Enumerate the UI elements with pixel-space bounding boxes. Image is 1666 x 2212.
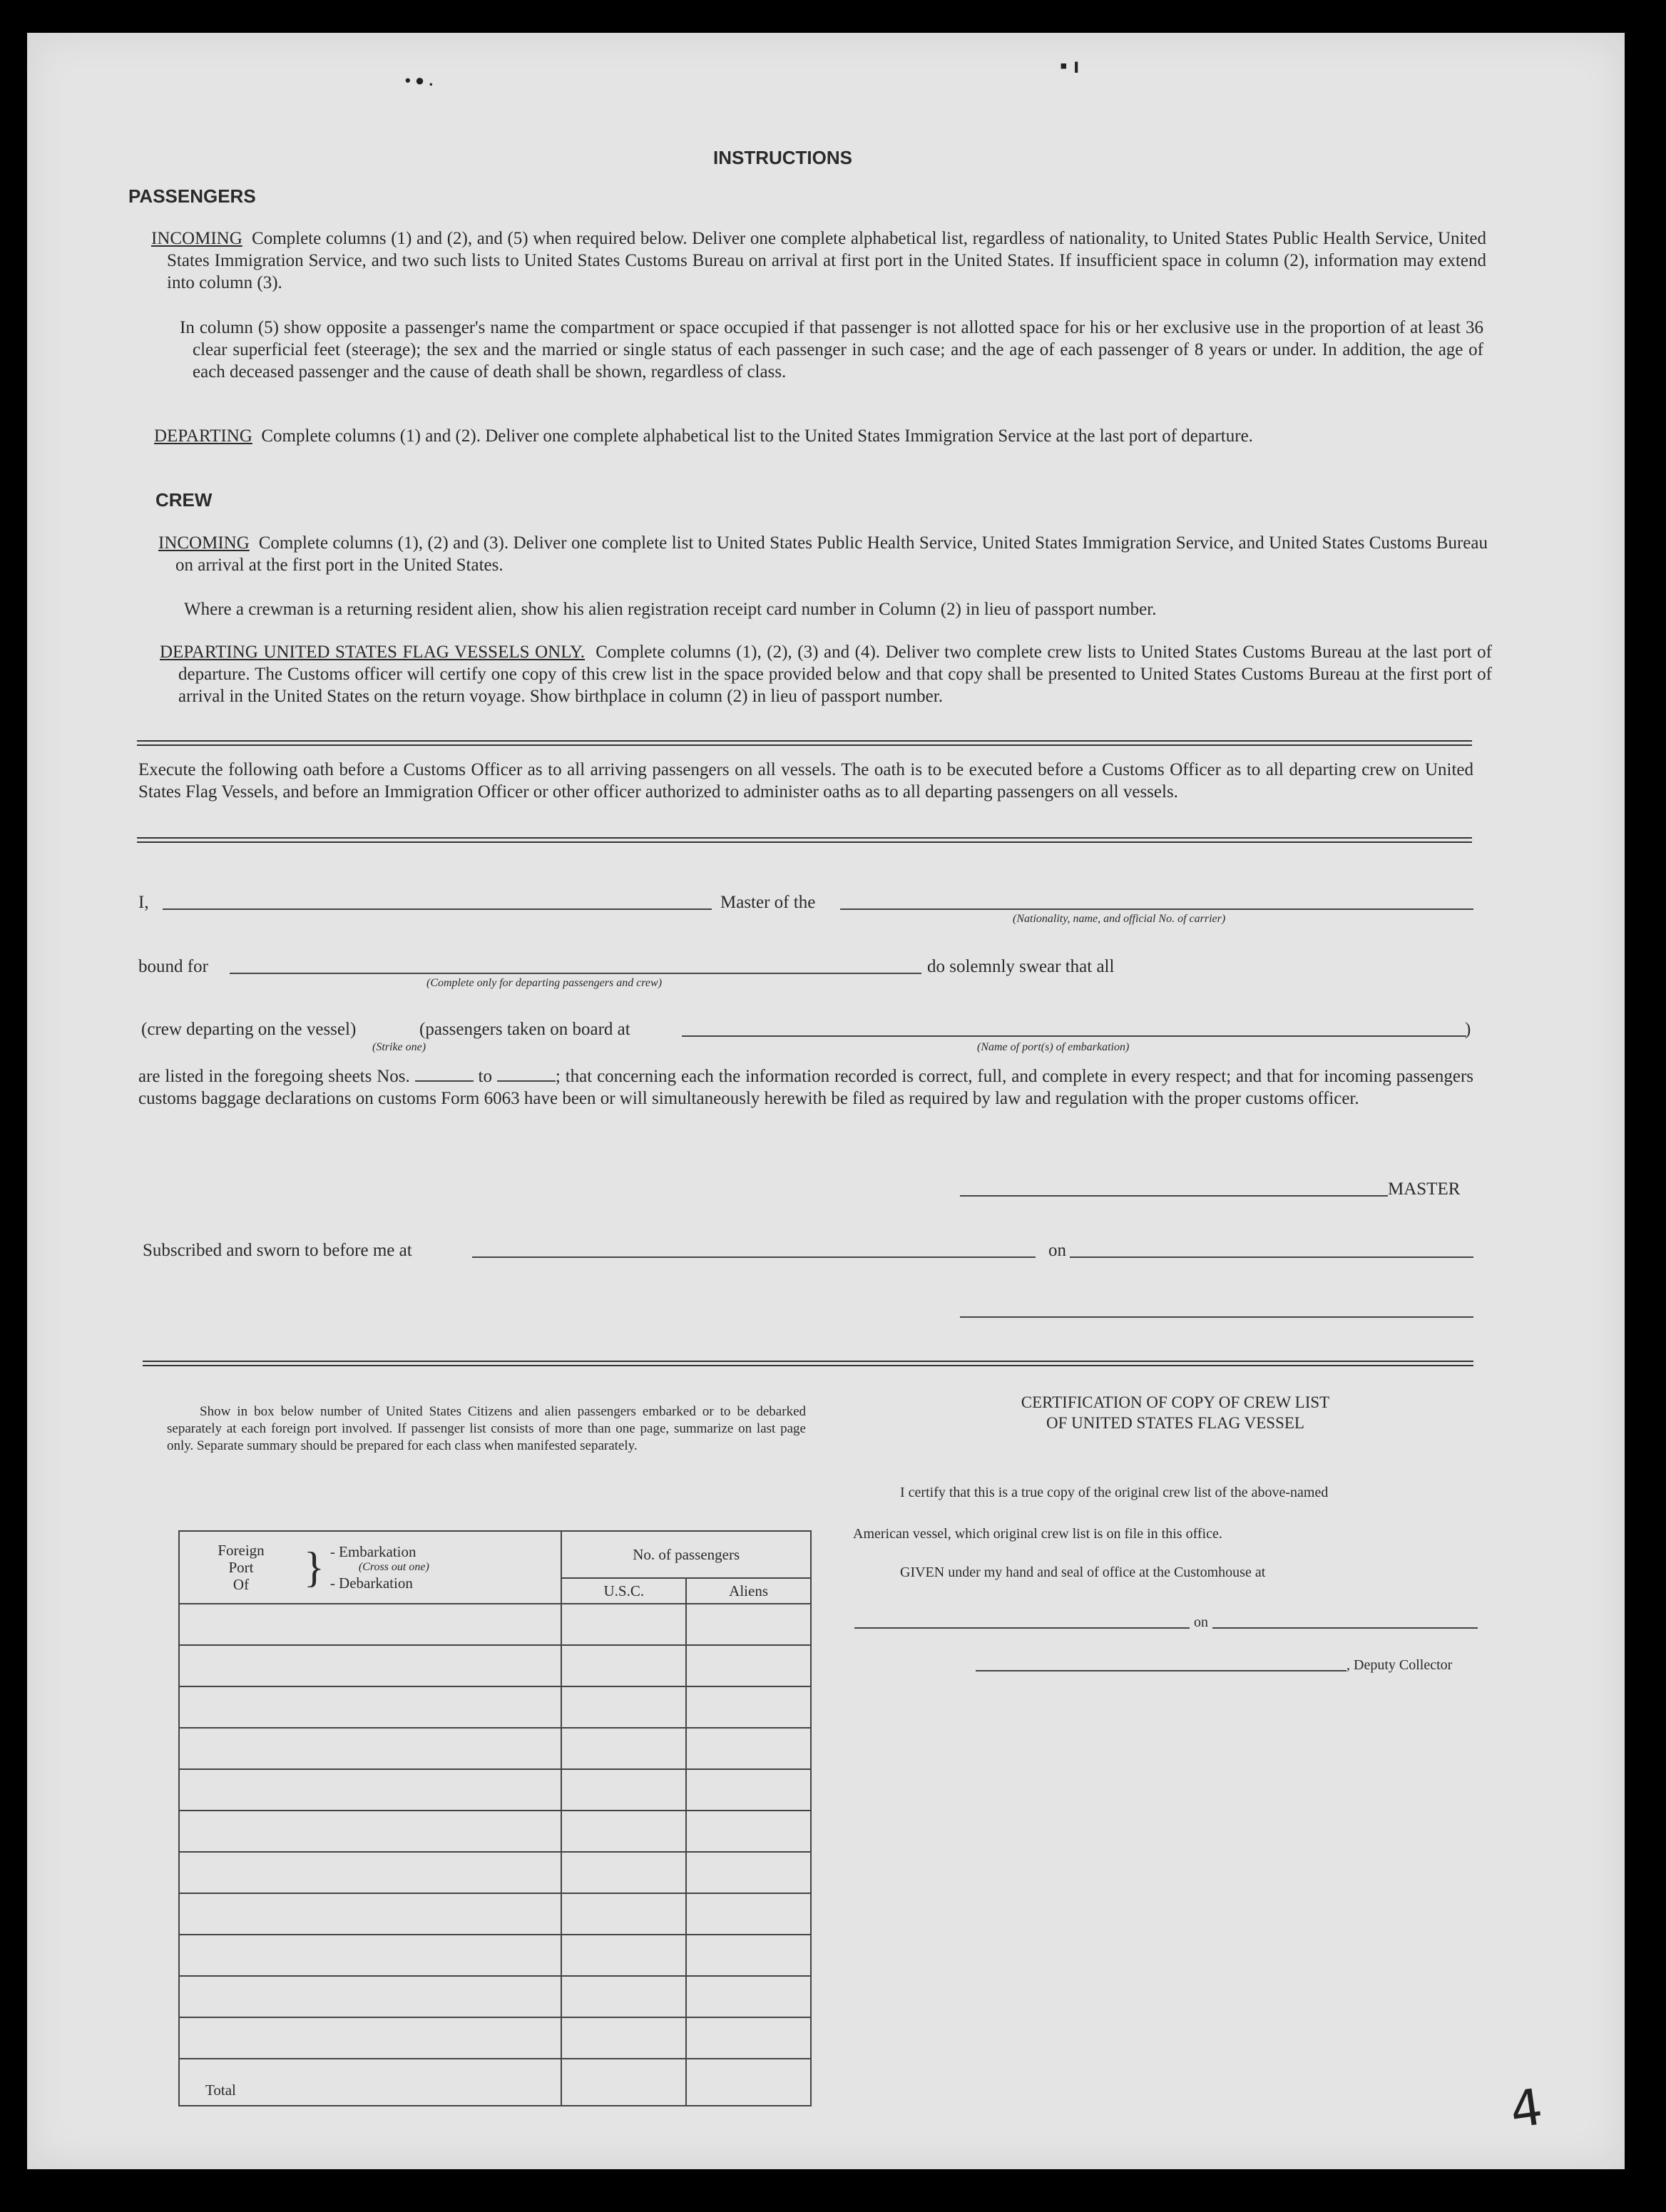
strike-one-caption: (Strike one): [372, 1041, 426, 1053]
ports-caption: (Name of port(s) of embarkation): [977, 1041, 1130, 1053]
subscribed-label: Subscribed and sworn to before me at: [143, 1241, 412, 1260]
cross-out-label: (Cross out one): [358, 1561, 429, 1573]
summary-instructions: Show in box below number of United States Citizens and alien passengers embarked or to be debarked separately at each foreign port involved. If passenger list consists of more than one page, summarize on last page only. Separate summary should be prepared for each class when manifested separately.: [167, 1404, 806, 1453]
swear-text: do solemnly swear that all: [927, 957, 1115, 976]
scan-speck: • ● .: [405, 71, 434, 89]
scan-speck: ▪ ı: [1060, 54, 1080, 78]
bound-for-caption: (Complete only for departing passengers and crew): [426, 977, 663, 989]
total-row: [179, 2059, 811, 2106]
bound-for-field[interactable]: [230, 973, 921, 974]
certify-line1: I certify that this is a true copy of the original crew list of the above-named: [900, 1485, 1329, 1500]
total-label: Total: [179, 2059, 561, 2106]
debarkation-label: - Debarkation: [329, 1574, 413, 1592]
table-row: [179, 1811, 811, 1852]
page-title: INSTRUCTIONS: [713, 147, 852, 168]
master-of-the-label: Master of the: [720, 893, 816, 912]
sworn-place-field[interactable]: [472, 1256, 1036, 1258]
port-cell[interactable]: [179, 1893, 561, 1935]
passengers-incoming-text: Complete columns (1) and (2), and (5) when required below. Deliver one complete alphabetical list, regardless of nationality, to United States Public Health Service, United States Immigration Service, and two such lists to United States Customs Bureau on arrival at first port in the United States. If insufficient space in column (2), information may extend into column (3).: [167, 229, 1487, 292]
crew-departing-paragraph: [160, 641, 1492, 707]
usc-cell[interactable]: [561, 1769, 686, 1811]
sheet-to-field[interactable]: [497, 1080, 556, 1082]
table-row: [179, 1976, 811, 2017]
certify-line2: American vessel, which original crew list is on file in this office.: [853, 1526, 1222, 1542]
column5-paragraph: In column (5) show opposite a passenger's name the compartment or space occupied if that passenger is not allotted space for his or her exclusive use in the proportion of at least 36 clear superficial feet (steerage); the sex and the married or single status of each passenger in such case; and the age of each passenger of 8 years or under. In addition, the age of each deceased passenger and the cause of death shall be shown, regardless of class.: [180, 318, 1483, 382]
usc-cell[interactable]: [561, 1852, 686, 1893]
port-cell[interactable]: [179, 1604, 561, 1645]
master-name-field[interactable]: [163, 908, 712, 910]
page-number-mark: 4: [1506, 2077, 1547, 2140]
aliens-cell[interactable]: [686, 2017, 811, 2059]
usc-cell[interactable]: [561, 1728, 686, 1769]
usc-cell[interactable]: [561, 1604, 686, 1645]
given-text: GIVEN under my hand and seal of office at the Customhouse at: [900, 1565, 1266, 1580]
sheet-from-field[interactable]: [415, 1080, 474, 1082]
crewman-paragraph: Where a crewman is a returning resident alien, show his alien registration receipt card number in Column (2) in lieu of passport number.: [184, 600, 1157, 619]
no-of-passengers-header: No. of passengers: [561, 1531, 811, 1578]
table-row: [179, 1935, 811, 1976]
usc-cell[interactable]: [561, 1645, 686, 1686]
passenger-summary-table: [178, 1530, 812, 2106]
usc-cell[interactable]: [561, 1976, 686, 2017]
usc-cell[interactable]: [561, 1686, 686, 1728]
officer-signature-field[interactable]: [960, 1316, 1473, 1318]
port-cell[interactable]: [179, 1811, 561, 1852]
section-divider: [137, 837, 1472, 843]
aliens-cell[interactable]: [686, 1728, 811, 1769]
aliens-cell[interactable]: [686, 1893, 811, 1935]
aliens-cell[interactable]: [686, 1811, 811, 1852]
listed-sheets-paragraph: [138, 1065, 1473, 1110]
foreign-label: Foreign: [218, 1542, 265, 1559]
passengers-departing-paragraph: [154, 425, 1488, 447]
certification-title: [847, 1392, 1503, 1433]
table-row: [179, 1852, 811, 1893]
deputy-label: , Deputy Collector: [1346, 1657, 1453, 1673]
aliens-cell[interactable]: [686, 1852, 811, 1893]
foreign-port-of: [184, 1542, 298, 1593]
usc-cell[interactable]: [561, 1893, 686, 1935]
crew-departing-text: Complete columns (1), (2), (3) and (4). Deliver two complete crew lists to United States Customs Bureau at the last port of departure. The Customs officer will certify one copy of this crew list in the space provided below and that copy shall be presented to United States Customs Bureau at the first port of arrival in the United States on the return voyage. Show birthplace in column (2) in lieu of passport number.: [178, 642, 1492, 706]
passengers-heading: PASSENGERS: [128, 185, 256, 207]
port-label: Port: [228, 1559, 254, 1576]
crew-incoming-paragraph: [158, 532, 1488, 576]
table-row: [179, 1604, 811, 1645]
table-row: [179, 1769, 811, 1811]
sworn-date-field[interactable]: [1070, 1256, 1473, 1258]
aliens-cell[interactable]: [686, 1686, 811, 1728]
document-page: [27, 33, 1625, 2169]
embarkation-label: - Embarkation: [329, 1543, 416, 1560]
deputy-signature-field[interactable]: [976, 1670, 1346, 1671]
port-cell[interactable]: [179, 1686, 561, 1728]
port-cell[interactable]: [179, 2017, 561, 2059]
port-cell[interactable]: [179, 1645, 561, 1686]
listed-sheets-to: to: [478, 1067, 492, 1086]
passengers-incoming-paragraph: [151, 227, 1486, 294]
table-row: [179, 1893, 811, 1935]
port-cell[interactable]: [179, 1769, 561, 1811]
certification-title-line2: OF UNITED STATES FLAG VESSEL: [1046, 1414, 1304, 1432]
listed-sheets-b: ; that concerning each the information recorded is correct, full, and complete in every respect; and that for incoming passengers customs baggage declarations on customs Form 6063 have been or will simultaneously herewith be filed as required by law and regulation with the proper customs officer.: [138, 1067, 1474, 1108]
table-row: [179, 1686, 811, 1728]
port-header-cell: [179, 1531, 561, 1604]
port-cell[interactable]: [179, 1852, 561, 1893]
aliens-cell[interactable]: [686, 1935, 811, 1976]
brace-icon: }: [304, 1544, 324, 1591]
crew-incoming-text: Complete columns (1), (2) and (3). Deliver one complete list to United States Public Health Service, United States Immigration Service, and United States Customs Bureau on arrival at the first port in the United States.: [175, 533, 1488, 575]
aliens-total-cell[interactable]: [686, 2059, 811, 2106]
port-cell[interactable]: [179, 1935, 561, 1976]
carrier-caption: (Nationality, name, and official No. of carrier): [1013, 913, 1226, 925]
oath-intro: Execute the following oath before a Customs Officer as to all arriving passengers on all vessels. The oath is to be executed before a Customs Officer as to all departing crew on United States Flag Vessels, and before an Immigration Officer or other officer authorized to administer oaths as to all departing passengers on all vessels.: [138, 760, 1473, 802]
certification-title-line1: CERTIFICATION OF COPY OF CREW LIST: [1021, 1393, 1330, 1411]
crew-heading: CREW: [155, 489, 213, 511]
crew-incoming-label: INCOMING: [158, 533, 250, 553]
carrier-field[interactable]: [840, 908, 1473, 910]
of-label: Of: [232, 1576, 250, 1593]
close-paren: ): [1465, 1020, 1471, 1039]
master-signature-field[interactable]: [960, 1195, 1388, 1197]
embarkation-ports-field[interactable]: [682, 1035, 1466, 1037]
usc-cell[interactable]: [561, 1811, 686, 1852]
port-cell[interactable]: [179, 1976, 561, 2017]
sworn-on-label: on: [1048, 1241, 1066, 1260]
cert-on-label: on: [1194, 1614, 1208, 1630]
passengers-departing-text: Complete columns (1) and (2). Deliver one complete alphabetical list to the United States Immigration Service at the last port of departure.: [261, 426, 1253, 446]
aliens-cell[interactable]: [686, 1645, 811, 1686]
customhouse-field[interactable]: [854, 1627, 1190, 1629]
table-row: [179, 1728, 811, 1769]
table-row: [179, 2017, 811, 2059]
usc-total-cell[interactable]: [561, 2059, 686, 2106]
passengers-departing-label: DEPARTING: [154, 426, 252, 446]
aliens-cell[interactable]: [686, 1769, 811, 1811]
cert-date-field[interactable]: [1212, 1627, 1478, 1629]
port-cell[interactable]: [179, 1728, 561, 1769]
aliens-cell[interactable]: [686, 1976, 811, 2017]
usc-cell[interactable]: [561, 2017, 686, 2059]
table-row: [179, 1645, 811, 1686]
section-divider: [137, 740, 1472, 746]
bound-for-label: bound for: [138, 957, 208, 976]
crew-departing-option: (crew departing on the vessel): [141, 1020, 357, 1039]
listed-sheets-a: are listed in the foregoing sheets Nos.: [138, 1067, 410, 1086]
oath-i-label: I,: [138, 893, 149, 912]
master-label: MASTER: [1388, 1179, 1461, 1199]
passengers-incoming-label: INCOMING: [151, 229, 242, 248]
aliens-cell[interactable]: [686, 1604, 811, 1645]
aliens-header: Aliens: [686, 1578, 811, 1604]
passengers-taken-option: (passengers taken on board at: [419, 1020, 630, 1039]
usc-cell[interactable]: [561, 1935, 686, 1976]
crew-departing-label: DEPARTING UNITED STATES FLAG VESSELS ONLY.: [160, 642, 586, 662]
usc-header: U.S.C.: [561, 1578, 686, 1604]
section-divider: [143, 1361, 1473, 1366]
